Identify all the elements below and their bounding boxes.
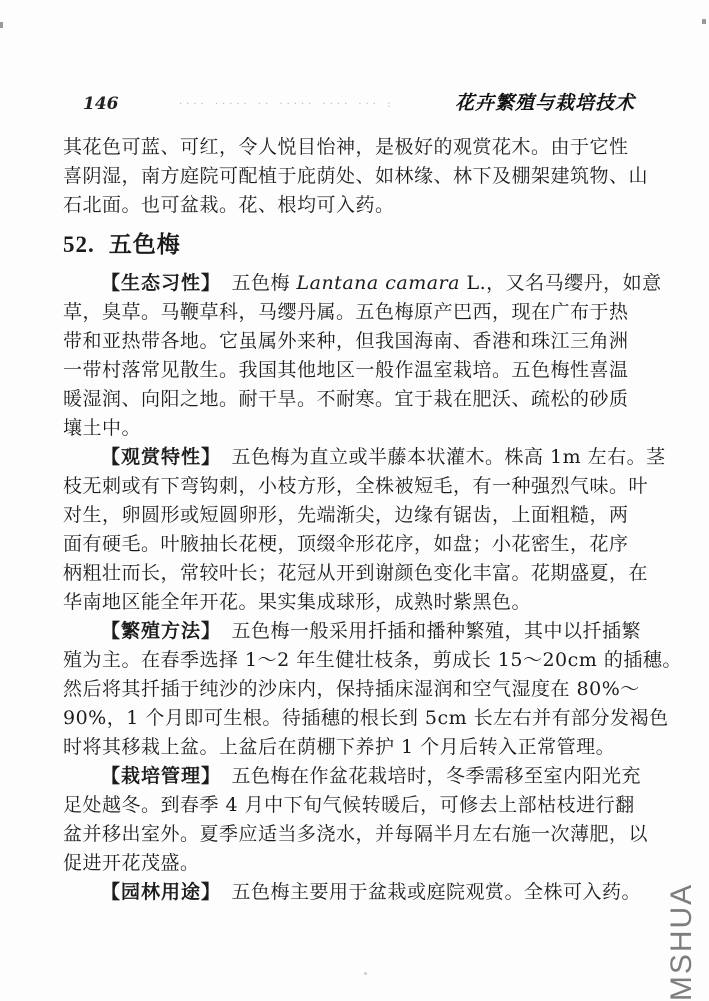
scan-speck — [0, 22, 3, 28]
intro-paragraph — [63, 133, 649, 220]
text-line — [63, 762, 641, 791]
text-line: 盆并移出室外。夏季应适当多浇水，并每隔半月左右施一次薄肥，以 — [63, 823, 649, 845]
section-number: 52. — [63, 232, 95, 257]
text-line: 石北面。也可盆栽。花、根均可入药。 — [63, 194, 395, 216]
subsection-label: 【栽培管理】 — [101, 765, 222, 787]
subsection-label: 【观赏特性】 — [101, 446, 222, 468]
text-line: 暖湿润、向阳之地。耐干旱。不耐寒。宜于栽在肥沃、疏松的砂质 — [63, 388, 629, 410]
text-line — [63, 443, 666, 472]
text-line: 90%，1 个月即可生根。待插穗的根长到 5cm 长左右并有部分发褐色 — [63, 707, 669, 729]
section-heading — [63, 230, 635, 260]
subsection-propagation — [63, 617, 682, 762]
text-line: 壤土中。 — [63, 417, 142, 439]
subsection-label: 【生态习性】 — [101, 272, 222, 294]
text-line: 然后将其扦插于纯沙的沙床内，保持插床湿润和空气湿度在 80%～ — [63, 678, 640, 700]
subsection-cultivation — [63, 762, 649, 878]
text-run: 五色梅为直立或半藤本状灌木。株高 1m 左右。茎 — [231, 446, 666, 468]
species-name-suffix: L.，又名马缨丹，如意 — [459, 272, 662, 294]
text-line: 时将其移栽上盆。上盆后在荫棚下养护 1 个月后转入正常管理。 — [63, 736, 616, 758]
species-name-prefix: 五色梅 — [231, 272, 297, 294]
text-line: 带和亚热带各地。它虽属外来种，但我国海南、香港和珠江三角洲 — [63, 330, 629, 352]
text-line: 面有硬毛。叶腋抽长花梗，顶缀伞形花序，如盘；小花密生，花序 — [63, 533, 629, 555]
subsection-label: 【园林用途】 — [101, 881, 222, 903]
text-run: 五色梅主要用于盆栽或庭院观赏。全株可入药。 — [231, 881, 641, 903]
scan-speck — [364, 972, 367, 975]
text-line: 促进开花茂盛。 — [63, 852, 200, 874]
page-content — [63, 88, 682, 907]
text-line: 枝无刺或有下弯钩刺，小枝方形，全株被短毛，有一种强烈气味。叶 — [63, 475, 649, 497]
subsection-landscape-use — [63, 878, 641, 907]
scan-noise-dots: ···· ····· ·· ····· ···· ··· : — [178, 99, 395, 110]
text-line: 喜阴湿，南方庭院可配植于庇荫处、如林缘、林下及棚架建筑物、山 — [63, 165, 649, 187]
text-line: 一带村落常见散生。我国其他地区一般作温室栽培。五色梅性喜温 — [63, 359, 629, 381]
running-header-title: 花卉繁殖与栽培技术 — [454, 92, 635, 114]
text-line — [63, 878, 641, 907]
scan-speck — [702, 19, 706, 24]
text-line — [63, 617, 641, 646]
watermark: MSHUA — [665, 882, 698, 1001]
subsection-ecology — [63, 269, 662, 443]
subsection-ornamental — [63, 443, 666, 617]
section-title: 五色梅 — [108, 231, 181, 258]
text-run: 五色梅一般采用扦插和播种繁殖，其中以扦插繁 — [231, 620, 641, 642]
subsection-label: 【繁殖方法】 — [101, 620, 222, 642]
text-line: 对生，卵圆形或短圆卵形，先端渐尖，边缘有锯齿，上面粗糙，两 — [63, 504, 629, 526]
page-header — [63, 88, 635, 115]
text-line — [63, 269, 662, 298]
text-line: 足处越冬。到春季 4 月中下旬气候转暖后，可修去上部枯枝进行翻 — [63, 794, 635, 816]
text-line: 其花色可蓝、可红，令人悦目怡神，是极好的观赏花木。由于它性 — [63, 136, 629, 158]
text-line: 柄粗壮而长，常较叶长；花冠从开到谢颜色变化丰富。花期盛夏，在 — [63, 562, 649, 584]
text-line: 华南地区能全年开花。果实集成球形，成熟时紫黑色。 — [63, 591, 532, 613]
text-run: 五色梅在作盆花栽培时，冬季需移至室内阳光充 — [231, 765, 641, 787]
text-line: 殖为主。在春季选择 1～2 年生健壮枝条，剪成长 15～20cm 的插穗。 — [63, 649, 682, 671]
latin-species-name: Lantana camara — [296, 272, 460, 294]
page-number: 146 — [83, 94, 119, 114]
text-line: 草，臭草。马鞭草科，马缨丹属。五色梅原产巴西，现在广布于热 — [63, 301, 629, 323]
